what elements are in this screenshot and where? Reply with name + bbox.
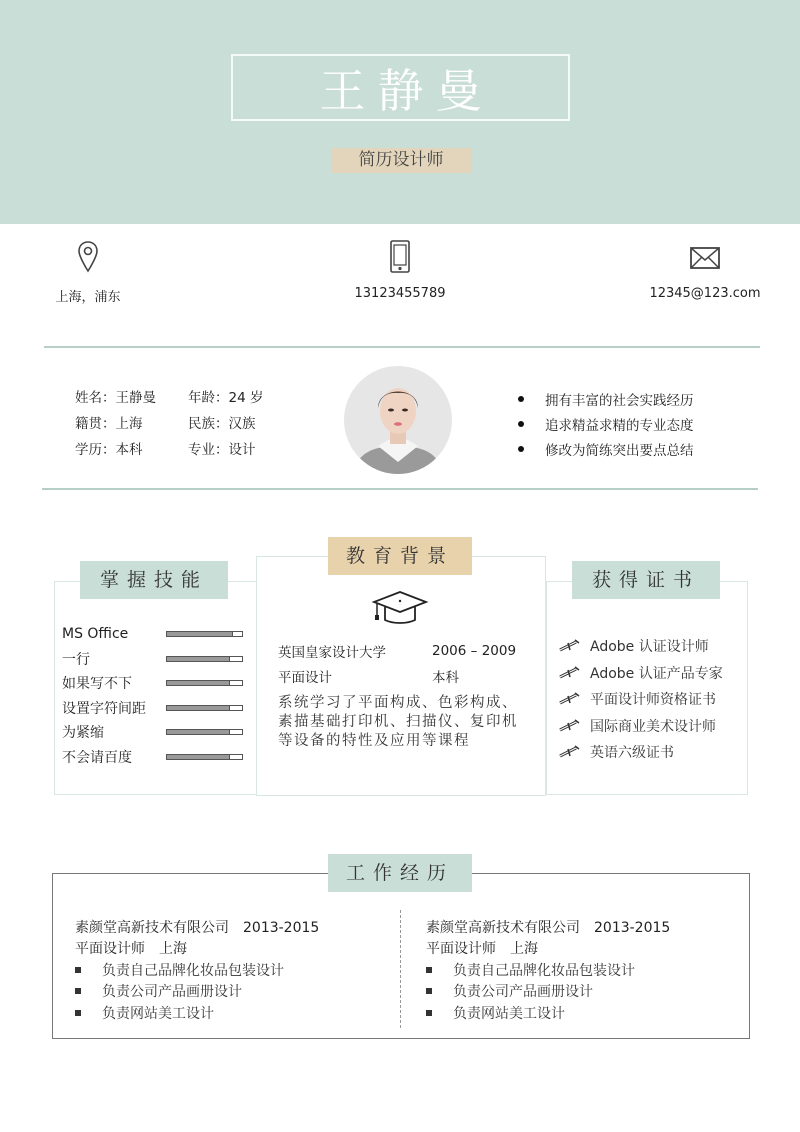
skill-item: 设置字符间距 bbox=[62, 696, 243, 721]
avatar bbox=[344, 366, 452, 474]
info-age: 年龄：24 岁 bbox=[188, 390, 264, 406]
location-text: 上海，浦东 bbox=[55, 290, 121, 305]
education-details bbox=[278, 638, 528, 751]
certificate-item: 国际商业美术设计师 bbox=[558, 713, 723, 740]
school-years: 2006 – 2009 bbox=[432, 642, 517, 659]
mail-icon bbox=[689, 240, 721, 274]
trait-item: 拥有丰富的社会实践经历 bbox=[518, 386, 694, 411]
job-company: 素颜堂高新技术有限公司 2013-2015 bbox=[75, 920, 320, 936]
job-bullet: 负责公司产品画册设计 bbox=[75, 981, 319, 1003]
job-title-badge: 简历设计师 bbox=[331, 148, 471, 173]
certificate-item: 平面设计师资格证书 bbox=[558, 686, 723, 713]
square-bullet-icon bbox=[75, 1010, 81, 1016]
job-bullet: 负责自己品牌化妆品包装设计 bbox=[75, 959, 319, 981]
diploma-icon bbox=[558, 639, 580, 653]
square-bullet-icon bbox=[75, 988, 81, 994]
skill-item: 如果写不下 bbox=[62, 671, 243, 696]
bullet-icon bbox=[518, 421, 524, 427]
work-heading: 工作经历 bbox=[328, 854, 472, 892]
info-hometown: 籍贯：上海 bbox=[75, 416, 143, 432]
skill-bar bbox=[166, 729, 243, 735]
trait-item: 修改为简练突出要点总结 bbox=[518, 436, 694, 461]
skill-bar bbox=[166, 631, 243, 637]
diploma-icon bbox=[558, 692, 580, 706]
location-pin-icon bbox=[77, 240, 99, 274]
square-bullet-icon bbox=[426, 967, 432, 973]
phone-text: 13123455789 bbox=[354, 286, 446, 301]
job-entry bbox=[75, 917, 319, 1024]
work-divider bbox=[400, 910, 401, 1028]
skill-bar bbox=[166, 680, 243, 686]
job-company: 素颜堂高新技术有限公司 2013-2015 bbox=[426, 920, 671, 936]
job-bullet: 负责网站美工设计 bbox=[75, 1002, 319, 1024]
trait-item: 追求精益求精的专业态度 bbox=[518, 411, 694, 436]
education-description: 系统学习了平面构成、色彩构成、素描基础打印机、扫描仪、复印机等设备的特性及应用等课程 bbox=[278, 695, 518, 749]
header-banner bbox=[0, 0, 800, 224]
bullet-icon bbox=[518, 396, 524, 402]
info-education: 学历：本科 bbox=[75, 442, 143, 458]
diploma-icon bbox=[558, 745, 580, 759]
divider-bottom bbox=[42, 488, 758, 490]
job-role: 平面设计师 上海 bbox=[75, 941, 187, 957]
name-frame bbox=[231, 54, 570, 121]
email-text: 12345@123.com bbox=[649, 286, 761, 301]
graduation-cap-icon bbox=[371, 590, 429, 624]
square-bullet-icon bbox=[426, 988, 432, 994]
phone-icon bbox=[389, 240, 411, 274]
diploma-icon bbox=[558, 666, 580, 680]
job-role: 平面设计师 上海 bbox=[426, 941, 538, 957]
skill-item: 不会请百度 bbox=[62, 745, 243, 770]
skill-bar bbox=[166, 656, 243, 662]
education-heading: 教育背景 bbox=[328, 537, 472, 575]
skill-bar bbox=[166, 705, 243, 711]
certificates-heading: 获得证书 bbox=[572, 561, 720, 599]
certificates-list bbox=[558, 633, 723, 766]
job-bullet: 负责网站美工设计 bbox=[426, 1002, 670, 1024]
square-bullet-icon bbox=[75, 967, 81, 973]
job-bullet: 负责公司产品画册设计 bbox=[426, 981, 670, 1003]
personal-info bbox=[75, 386, 301, 464]
square-bullet-icon bbox=[426, 1010, 432, 1016]
bullet-icon bbox=[518, 446, 524, 452]
contact-email bbox=[645, 240, 765, 301]
skill-bar bbox=[166, 754, 243, 760]
skill-item: 一行 bbox=[62, 647, 243, 672]
divider-top bbox=[44, 346, 760, 348]
school-name: 英国皇家设计大学 bbox=[278, 644, 386, 661]
skills-list bbox=[62, 622, 243, 769]
major-name: 平面设计 bbox=[278, 669, 332, 686]
degree: 本科 bbox=[432, 669, 459, 686]
skill-item: 为紧缩 bbox=[62, 720, 243, 745]
certificate-item: Adobe 认证产品专家 bbox=[558, 660, 723, 687]
info-major: 专业：设计 bbox=[188, 442, 256, 458]
job-bullet: 负责自己品牌化妆品包装设计 bbox=[426, 959, 670, 981]
job-entry bbox=[426, 917, 670, 1024]
candidate-name: 王静曼 bbox=[319, 63, 494, 118]
certificate-item: 英语六级证书 bbox=[558, 739, 723, 766]
skills-heading: 掌握技能 bbox=[80, 561, 228, 599]
certificate-item: Adobe 认证设计师 bbox=[558, 633, 723, 660]
info-ethnicity: 民族：汉族 bbox=[188, 416, 256, 432]
info-name: 姓名：王静曼 bbox=[75, 390, 156, 406]
contact-location bbox=[48, 240, 128, 305]
skill-item: MS Office bbox=[62, 622, 243, 647]
contact-phone bbox=[350, 240, 450, 301]
diploma-icon bbox=[558, 719, 580, 733]
trait-list bbox=[518, 386, 694, 461]
